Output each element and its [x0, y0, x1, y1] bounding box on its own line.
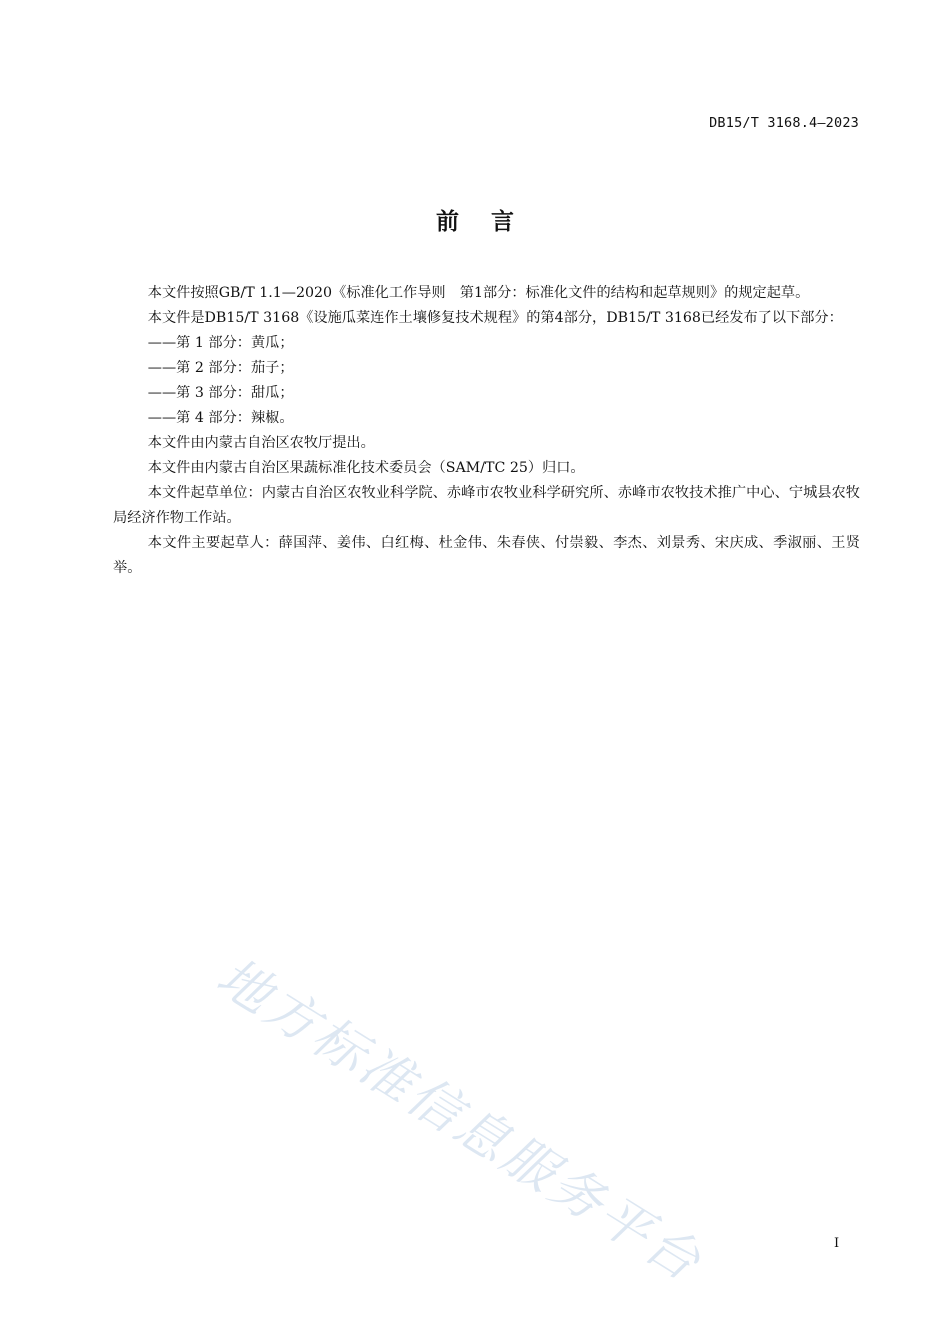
document-code: DB15/T 3168.4—2023 — [709, 115, 859, 131]
list-item-part-2: ——第 2 部分：茄子； — [147, 360, 294, 376]
page-title: 前 言 — [435, 209, 515, 235]
list-item-part-3: ——第 3 部分：甜瓜； — [147, 385, 294, 401]
paragraph-series-description: 本文件是DB15/T 3168《设施瓜菜连作土壤修复技术规程》的第4部分，DB15/T 3168已经发布了以下部分： — [147, 310, 843, 326]
page-number: I — [834, 1236, 840, 1251]
paragraph-drafting-units: 本文件起草单位：内蒙古自治区农牧业科学院、赤峰市农牧业科学研究所、赤峰市农牧技术推广中心、宁城县农牧局经济作物工作站。 — [113, 485, 860, 526]
watermark: 地方标准信息服务平台 — [206, 946, 713, 1295]
paragraph-proposer: 本文件由内蒙古自治区农牧厅提出。 — [147, 435, 375, 451]
list-item-part-4: ——第 4 部分：辣椒。 — [147, 410, 294, 426]
paragraph-drafters: 本文件主要起草人：薛国萍、姜伟、白红梅、杜金伟、朱春侠、付崇毅、李杰、刘景秀、宋庆成、季淑丽、王贤举。 — [113, 535, 860, 576]
list-item-part-1: ——第 1 部分：黄瓜； — [147, 335, 294, 351]
foreword-body — [113, 281, 860, 581]
paragraph-drafting-basis: 本文件按照GB/T 1.1—2020《标准化工作导则 第1部分：标准化文件的结构和起草规则》的规定起草。 — [147, 285, 810, 301]
paragraph-technical-committee: 本文件由内蒙古自治区果蔬标准化技术委员会（SAM/TC 25）归口。 — [147, 460, 585, 476]
